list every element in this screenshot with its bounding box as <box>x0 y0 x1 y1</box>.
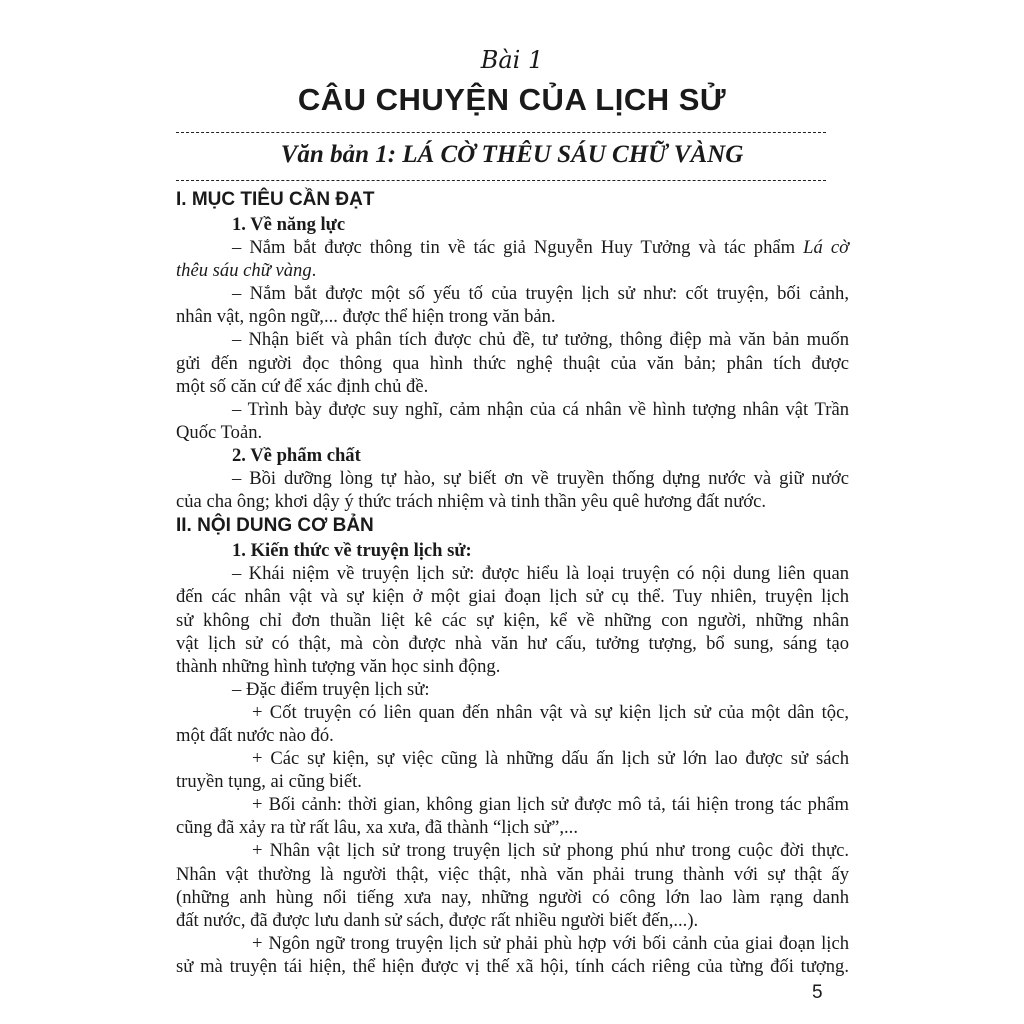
text-span: 2. Về phẩm chất <box>232 444 361 466</box>
text-span: của cha ông; khơi dậy ý thức trách nhiệm và tinh thần yêu quê hương đất nước. <box>176 491 767 513</box>
text-span: (những anh hùng nổi tiếng xưa nay, những người có công lớn lao làm rạng danh <box>176 886 849 908</box>
text-line <box>176 839 849 862</box>
text-span: đến các nhân vật và sự kiện ở một giai đoạn lịch sử cụ thể. Tuy nhiên, truyện lịch <box>176 586 849 608</box>
text-line <box>176 562 849 585</box>
text-line <box>176 701 849 724</box>
dashed-divider <box>176 180 826 181</box>
text-line <box>176 467 849 490</box>
text-line <box>176 955 849 978</box>
text-span: một số căn cứ để xác định chủ đề. <box>176 375 429 397</box>
dashed-divider <box>176 132 826 133</box>
text-line <box>176 793 849 816</box>
text-line <box>176 282 849 305</box>
text-line <box>176 236 849 259</box>
text-line <box>176 632 849 655</box>
text-line <box>176 609 849 632</box>
text-line <box>176 305 849 328</box>
text-span: I. MỤC TIÊU CẦN ĐẠT <box>176 189 375 210</box>
text-line <box>176 655 849 678</box>
text-span: sử không chỉ đơn thuần liệt kê các sự kiện, kể về những con người, những nhân <box>176 609 849 631</box>
text-title: Văn bản 1: LÁ CỜ THÊU SÁU CHỮ VÀNG <box>280 141 744 168</box>
text-span: . <box>311 260 317 282</box>
text-line <box>176 770 849 793</box>
text-line <box>176 909 849 932</box>
text-span: vật lịch sử có thật, mà còn được nhà văn hư cấu, tưởng tượng, bổ sung, sáng tạo <box>176 632 849 654</box>
italic-text: thêu sáu chữ vàng <box>176 260 312 282</box>
text-span: truyền tụng, ai cũng biết. <box>176 771 362 793</box>
text-span: 1. Kiến thức về truyện lịch sử: <box>232 540 472 562</box>
text-span: – Bồi dưỡng lòng tự hào, sự biết ơn về truyền thống dựng nước và giữ nước <box>232 468 849 490</box>
text-line <box>176 724 849 747</box>
text-line <box>176 585 849 608</box>
text-span: – Nhận biết và phân tích được chủ đề, tư tưởng, thông điệp mà văn bản muốn <box>232 329 849 351</box>
text-line <box>176 886 849 909</box>
page-body <box>176 187 849 978</box>
text-span: – Nắm bắt được một số yếu tố của truyện lịch sử như: cốt truyện, bối cảnh, <box>232 283 849 305</box>
text-span: – Trình bày được suy nghĩ, cảm nhận của cá nhân về hình tượng nhân vật Trần <box>232 398 849 420</box>
italic-text: Lá cờ <box>803 237 849 259</box>
subsection-heading <box>176 213 849 236</box>
text-span: II. NỘI DUNG CƠ BẢN <box>176 515 374 537</box>
text-span: + Cốt truyện có liên quan đến nhân vật và sự kiện lịch sử của một dân tộc, <box>252 701 849 723</box>
text-span: sử mà truyện tái hiện, thể hiện được vị thế xã hội, tính cách riêng của từng đối tượng. <box>176 955 849 977</box>
text-span: + Nhân vật lịch sử trong truyện lịch sử phong phú như trong cuộc đời thực. <box>252 840 849 862</box>
text-line <box>176 375 849 398</box>
text-line <box>176 863 849 886</box>
lesson-title: CÂU CHUYỆN CỦA LỊCH SỬ <box>297 82 727 117</box>
text-line <box>176 398 849 421</box>
subsection-heading <box>176 444 849 467</box>
text-line <box>176 421 849 444</box>
text-span: Quốc Toản. <box>176 421 263 443</box>
text-line <box>176 490 849 513</box>
text-span: + Ngôn ngữ trong truyện lịch sử phải phù hợp với bối cảnh của giai đoạn lịch <box>252 932 849 954</box>
text-span: – Đặc điểm truyện lịch sử: <box>232 678 430 700</box>
text-span: 1. Về năng lực <box>232 214 346 235</box>
text-span: gửi đến người đọc thông qua hình thức nghệ thuật của văn bản; phân tích được <box>176 352 849 374</box>
section-heading <box>176 513 849 539</box>
subsection-heading <box>176 539 849 562</box>
text-span: thành những hình tượng văn học sinh động. <box>176 655 501 677</box>
text-span: đất nước, đã được lưu danh sử sách, được rất nhiều người biết đến,...). <box>176 909 699 931</box>
text-span: Nhân vật thường là người thật, việc thật, nhà văn phải trung thành với sự thật ấy <box>176 863 849 885</box>
section-heading <box>176 187 849 213</box>
page-number: 5 <box>812 982 823 1003</box>
lesson-label: Bài 1 <box>480 46 544 74</box>
text-span: – Khái niệm về truyện lịch sử: được hiểu là loại truyện có nội dung liên quan <box>232 563 849 585</box>
text-span: nhân vật, ngôn ngữ,... được thể hiện trong văn bản. <box>176 306 556 328</box>
text-span: cũng đã xảy ra từ rất lâu, xa xưa, đã thành “lịch sử”,... <box>176 817 578 839</box>
text-line <box>176 816 849 839</box>
text-span: + Bối cảnh: thời gian, không gian lịch sử được mô tả, tái hiện trong tác phẩm <box>252 794 849 816</box>
text-line <box>176 259 849 282</box>
text-span: – Nắm bắt được thông tin về tác giả Nguyễn Huy Tưởng và tác phẩm <box>232 237 804 259</box>
text-line <box>176 352 849 375</box>
text-line <box>176 932 849 955</box>
text-span: + Các sự kiện, sự việc cũng là những dấu ấn lịch sử lớn lao được sử sách <box>252 748 849 770</box>
text-line <box>176 678 849 701</box>
text-line <box>176 747 849 770</box>
text-span: một đất nước nào đó. <box>176 724 334 746</box>
text-line <box>176 328 849 351</box>
